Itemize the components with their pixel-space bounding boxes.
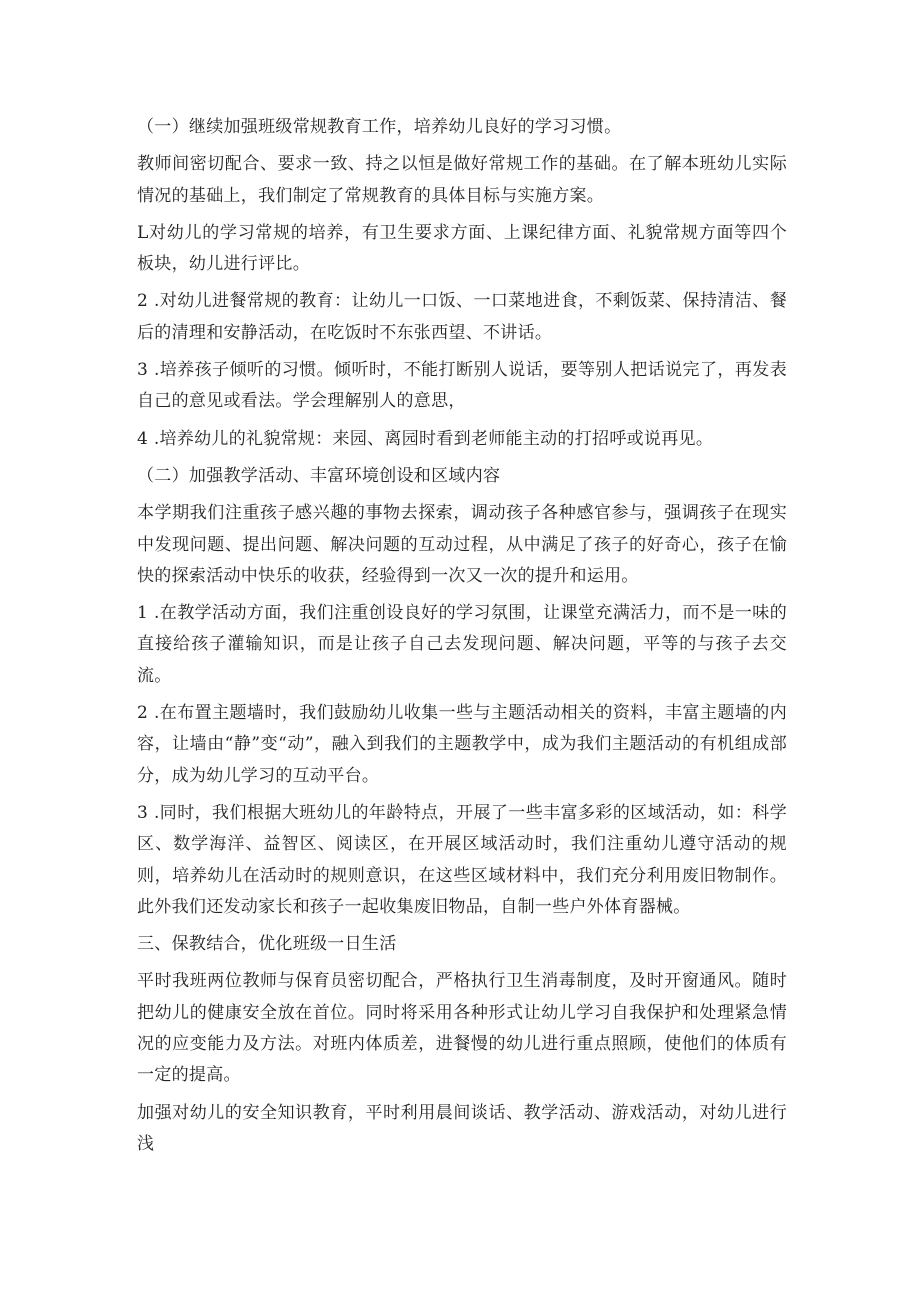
paragraph: 本学期我们注重孩子感兴趣的事物去探索，调动孩子各种感官参与，强调孩子在现实中发现问题、提出问题、解决问题的互动过程，从中满足了孩子的好奇心，孩子在愉快的探索活动中快乐的收获，经验得到一次又一次的提升和运用。	[137, 503, 787, 586]
paragraph: 加强对幼儿的安全知识教育，平时利用晨间谈话、教学活动、游戏活动，对幼儿进行浅	[137, 1102, 787, 1154]
section-heading-1: （一）继续加强班级常规教育工作，培养幼儿良好的学习习惯。	[137, 117, 622, 137]
section-heading-3: 三、保教结合，优化班级一日生活	[137, 934, 397, 955]
paragraph: 教师间密切配合、要求一致、持之以恒是做好常规工作的基础。在了解本班幼儿实际情况的基础上，我们制定了常规教育的具体目标与实施方案。	[137, 154, 787, 206]
document-body	[137, 112, 787, 1166]
list-item: 3 .同时，我们根据大班幼儿的年龄特点，开展了一些丰富多彩的区域活动，如：科学区、数学海洋、益智区、阅读区，在开展区域活动时，我们注重幼儿遵守活动的规则，培养幼儿在活动时的规则意识，在这些区域材料中，我们充分利用废旧物制作。此外我们还发动家长和孩子一起收集废旧物品，自制一些户外体育器械。	[137, 802, 787, 917]
list-item: 2 .对幼儿进餐常规的教育：让幼儿一口饭、一口菜地进食，不剩饭菜、保持清洁、餐后的清理和安静活动，在吃饭时不东张西望、不讲话。	[137, 291, 787, 343]
section-heading-2: （二）加强教学活动、丰富环境创设和区域内容	[137, 465, 501, 486]
list-item: 1 .在教学活动方面，我们注重创设良好的学习氛围，让课堂充满活力，而不是一味的直接给孩子灌输知识，而是让孩子自己去发现问题、解决问题，平等的与孩子去交流。	[137, 603, 787, 686]
list-item: L对幼儿的学习常规的培养，有卫生要求方面、上课纪律方面、礼貌常规方面等四个板块，幼儿进行评比。	[137, 222, 787, 275]
list-item: 2 .在布置主题墙时，我们鼓励幼儿收集一些与主题活动相关的资料，丰富主题墙的内容，让墙由“静”变“动”，融入到我们的主题教学中，成为我们主题活动的有机组成部分，成为幼儿学习的互动平台。	[137, 703, 787, 786]
list-item: 3 .培养孩子倾听的习惯。倾听时，不能打断别人说话，要等别人把话说完了，再发表自己的意见或看法。学会理解别人的意思，	[137, 360, 787, 412]
paragraph: 平时我班两位教师与保育员密切配合，严格执行卫生消毒制度，及时开窗通风。随时把幼儿的健康安全放在首位。同时将采用各种形式让幼儿学习自我保护和处理紧急情况的应变能力及方法。对班内体质差，进餐慢的幼儿进行重点照顾，使他们的体质有一定的提高。	[137, 971, 787, 1086]
list-item: 4 .培养幼儿的礼貌常规：来园、离园时看到老师能主动的打招呼或说再见。	[137, 428, 714, 449]
